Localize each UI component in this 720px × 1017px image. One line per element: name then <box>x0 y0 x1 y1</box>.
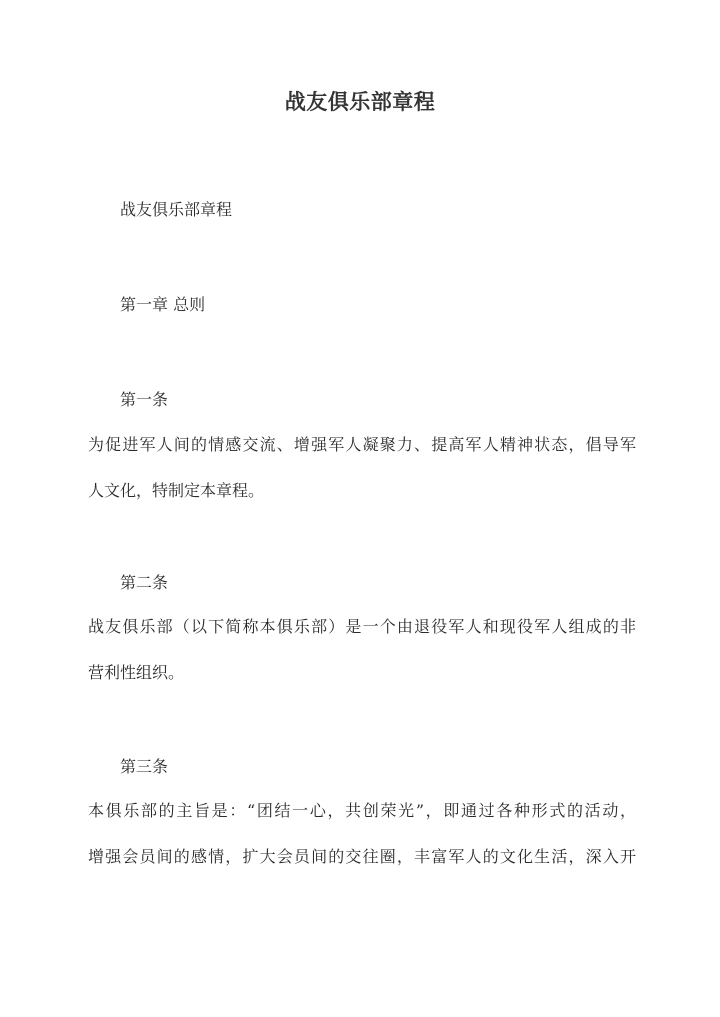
article-text-line: 为促进军人间的情感交流、增强军人凝聚力、提高军人精神状态，倡导军 <box>88 435 636 454</box>
document-heading: 战友俱乐部章程 <box>120 200 233 219</box>
article-label: 第一条 <box>120 390 169 409</box>
article-label: 第二条 <box>120 573 169 592</box>
article-text-line: 增强会员间的感情，扩大会员间的交往圈，丰富军人的文化生活，深入开 <box>88 847 636 866</box>
article-text-line: 营利性组织。 <box>88 663 185 682</box>
article-text-line: 本俱乐部的主旨是：“团结一心，共创荣光”，即通过各种形式的活动， <box>88 801 636 820</box>
document-title: 战友俱乐部章程 <box>284 89 436 114</box>
article-text-line: 战友俱乐部（以下简称本俱乐部）是一个由退役军人和现役军人组成的非 <box>88 617 636 636</box>
article-label: 第三条 <box>120 757 169 776</box>
article-text-line: 人文化，特制定本章程。 <box>88 481 265 500</box>
chapter-heading: 第一章 总则 <box>120 295 206 314</box>
